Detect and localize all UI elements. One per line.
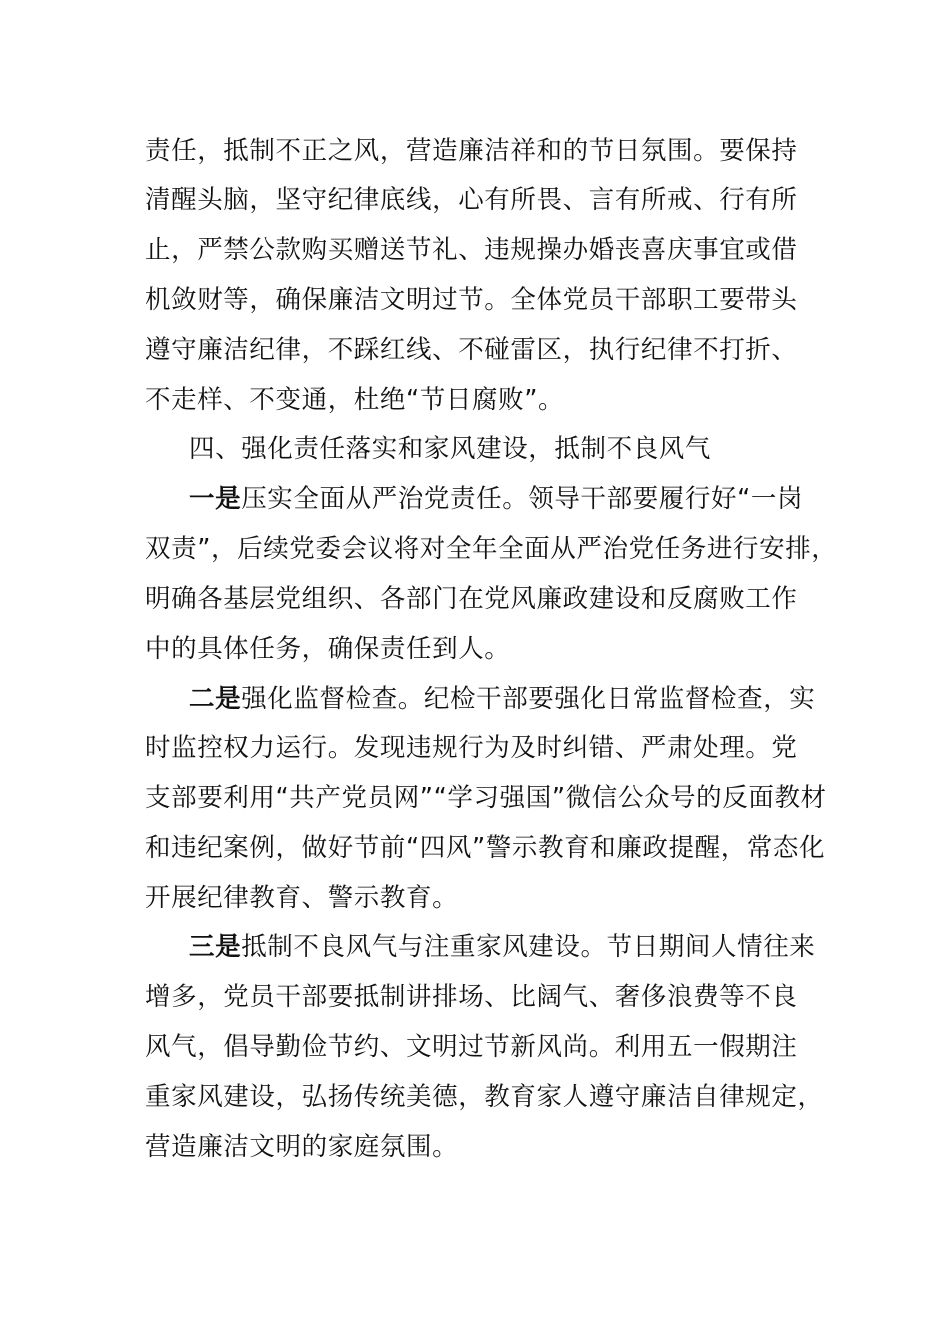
paragraph-line: 支部要利用“共产党员网”“学习强国”微信公众号的反面教材 bbox=[145, 783, 827, 813]
paragraph-line: 止，严禁公款购买赠送节礼、违规操办婚丧喜庆事宜或借 bbox=[145, 235, 798, 265]
section-heading: 四、强化责任落实和家风建设，抵制不良风气 bbox=[189, 434, 712, 464]
paragraph-line: 机敛财等，确保廉洁文明过节。全体党员干部职工要带头 bbox=[145, 285, 798, 315]
paragraph-line: 风气，倡导勤俭节约、文明过节新风尚。利用五一假期注 bbox=[145, 1032, 798, 1062]
paragraph-line: 清醒头脑，坚守纪律底线，心有所畏、言有所戒、行有所 bbox=[145, 185, 798, 215]
paragraph-line: 增多，党员干部要抵制讲排场、比阔气、奢侈浪费等不良 bbox=[145, 982, 798, 1012]
paragraph-line: 开展纪律教育、警示教育。 bbox=[145, 883, 459, 913]
item-2-text: 强化监督检查。纪检干部要强化日常监督检查，实 bbox=[241, 684, 816, 714]
item-1-lead: 一是 bbox=[189, 484, 242, 514]
paragraph-line: 营造廉洁文明的家庭氛围。 bbox=[145, 1132, 459, 1162]
item-2-lead: 二是 bbox=[189, 684, 242, 714]
paragraph-line: 遵守廉洁纪律，不踩红线、不碰雷区，执行纪律不打折、 bbox=[145, 335, 798, 365]
item-1-first-line bbox=[189, 481, 803, 517]
paragraph-line: 不走样、不变通，杜绝“节日腐败”。 bbox=[145, 385, 565, 415]
paragraph-line: 双责”，后续党委会议将对全年全面从严治党任务进行安排， bbox=[145, 534, 838, 564]
paragraph-line: 中的具体任务，确保责任到人。 bbox=[145, 634, 511, 664]
item-2-first-line bbox=[189, 681, 815, 717]
item-1-text: 压实全面从严治党责任。领导干部要履行好“一岗 bbox=[241, 484, 804, 514]
item-3-first-line bbox=[189, 929, 815, 965]
item-3-lead: 三是 bbox=[189, 932, 242, 962]
paragraph-line: 时监控权力运行。发现违规行为及时纠错、严肃处理。党 bbox=[145, 733, 798, 763]
paragraph-line: 重家风建设，弘扬传统美德，教育家人遵守廉洁自律规定， bbox=[145, 1082, 824, 1112]
item-3-text: 抵制不良风气与注重家风建设。节日期间人情往来 bbox=[241, 932, 816, 962]
paragraph-line: 明确各基层党组织、各部门在党风廉政建设和反腐败工作 bbox=[145, 584, 798, 614]
paragraph-line: 责任，抵制不正之风，营造廉洁祥和的节日氛围。要保持 bbox=[145, 136, 798, 166]
paragraph-line: 和违纪案例，做好节前“四风”警示教育和廉政提醒，常态化 bbox=[145, 833, 826, 863]
